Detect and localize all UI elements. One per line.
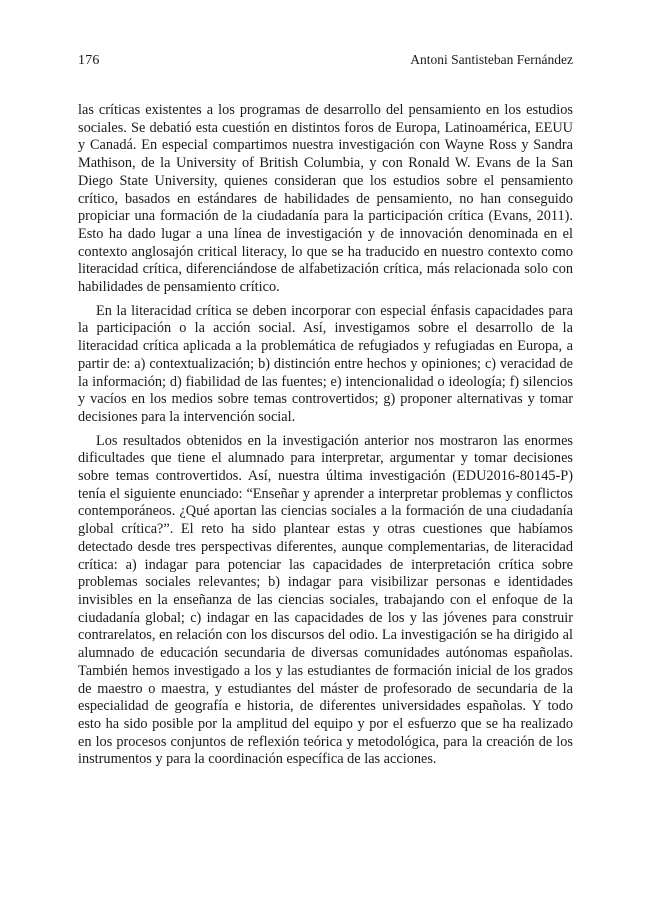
page-number: 176: [78, 53, 100, 68]
paragraph-3: Los resultados obtenidos en la investigación anterior nos mostraron las enormes dificultades que tiene el alumnado para interpretar, argumentar y tomar decisiones sobre temas controvertidos. Así, nuestra última investigación (EDU2016-80145-P) tenía el siguiente enunciado: “Enseñar y aprender a interpretar problemas y conflictos contemporáneos. ¿Qué aportan las ciencias sociales a la formación de una ciudadanía global crítica?”. El reto ha sido plantear estas y otras cuestiones que habíamos detectado desde tres perspectivas diferentes, aunque complementarias, de literacidad crítica: a) indagar para potenciar las capacidades de interpretación crítica sobre problemas sociales relevantes; b) indagar para visibilizar personas e identidades invisibles en la enseñanza de las ciencias sociales, trabajando con el enfoque de la ciudadanía global; c) indagar en las capacidades de los y las jóvenes para construir contrarelatos, en relación con los discursos del odio. La investigación se ha dirigido al alumnado de educación secundaria de diversas comunidades autónomas españolas. También hemos investigado a los y las estudiantes de formación inicial de los grados de maestro o maestra, y estudiantes del máster de profesorado de secundaria de la especialidad de geografía e historia, de diferentes universidades españolas. Y todo esto ha sido posible por la amplitud del equipo y por el esfuerzo que se ha realizado en los procesos conjuntos de reflexión teórica y metodológica, para la creación de los instrumentos y para la coordinación específica de las acciones.: [78, 432, 573, 768]
paragraph-2: En la literacidad crítica se deben incorporar con especial énfasis capacidades para la participación o la acción social. Así, investigamos sobre el desarrollo de la literacidad crítica aplicada a la problemática de refugiados y refugiadas en Europa, a partir de: a) contextualización; b) distinción entre hechos y opiniones; c) veracidad de la información; d) fiabilidad de las fuentes; e) intencionalidad o ideología; f) silencios y vacíos en los medios sobre temas controvertidos; g) proponer alternativas y tomar decisiones para la intervención social.: [78, 302, 573, 425]
body-text: [78, 102, 573, 775]
running-head: [78, 52, 573, 69]
running-head-author: Antoni Santisteban Fernández: [410, 52, 573, 67]
paragraph-1: las críticas existentes a los programas de desarrollo del pensamiento en los estudios sociales. Se debatió esta cuestión en distintos foros de Europa, Latinoamérica, EEUU y Canadá. En especial compartimos nuestra investigación con Wayne Ross y Sandra Mathison, de la University of British Columbia, y con Ronald W. Evans de la San Diego State University, quienes consideran que los estudios sobre el pensamiento crítico, basados en estándares de habilidades de pensamiento, no han conseguido propiciar una formación de la ciudadanía para la participación crítica (Evans, 2011). Esto ha dado lugar a una línea de investigación y de innovación denominada en el contexto anglosajón critical literacy, lo que se ha traducido en nuestro contexto como literacidad crítica, diferenciándose de alfabetización crítica, más relacionada solo con habilidades de pensamiento crítico.: [78, 102, 573, 296]
